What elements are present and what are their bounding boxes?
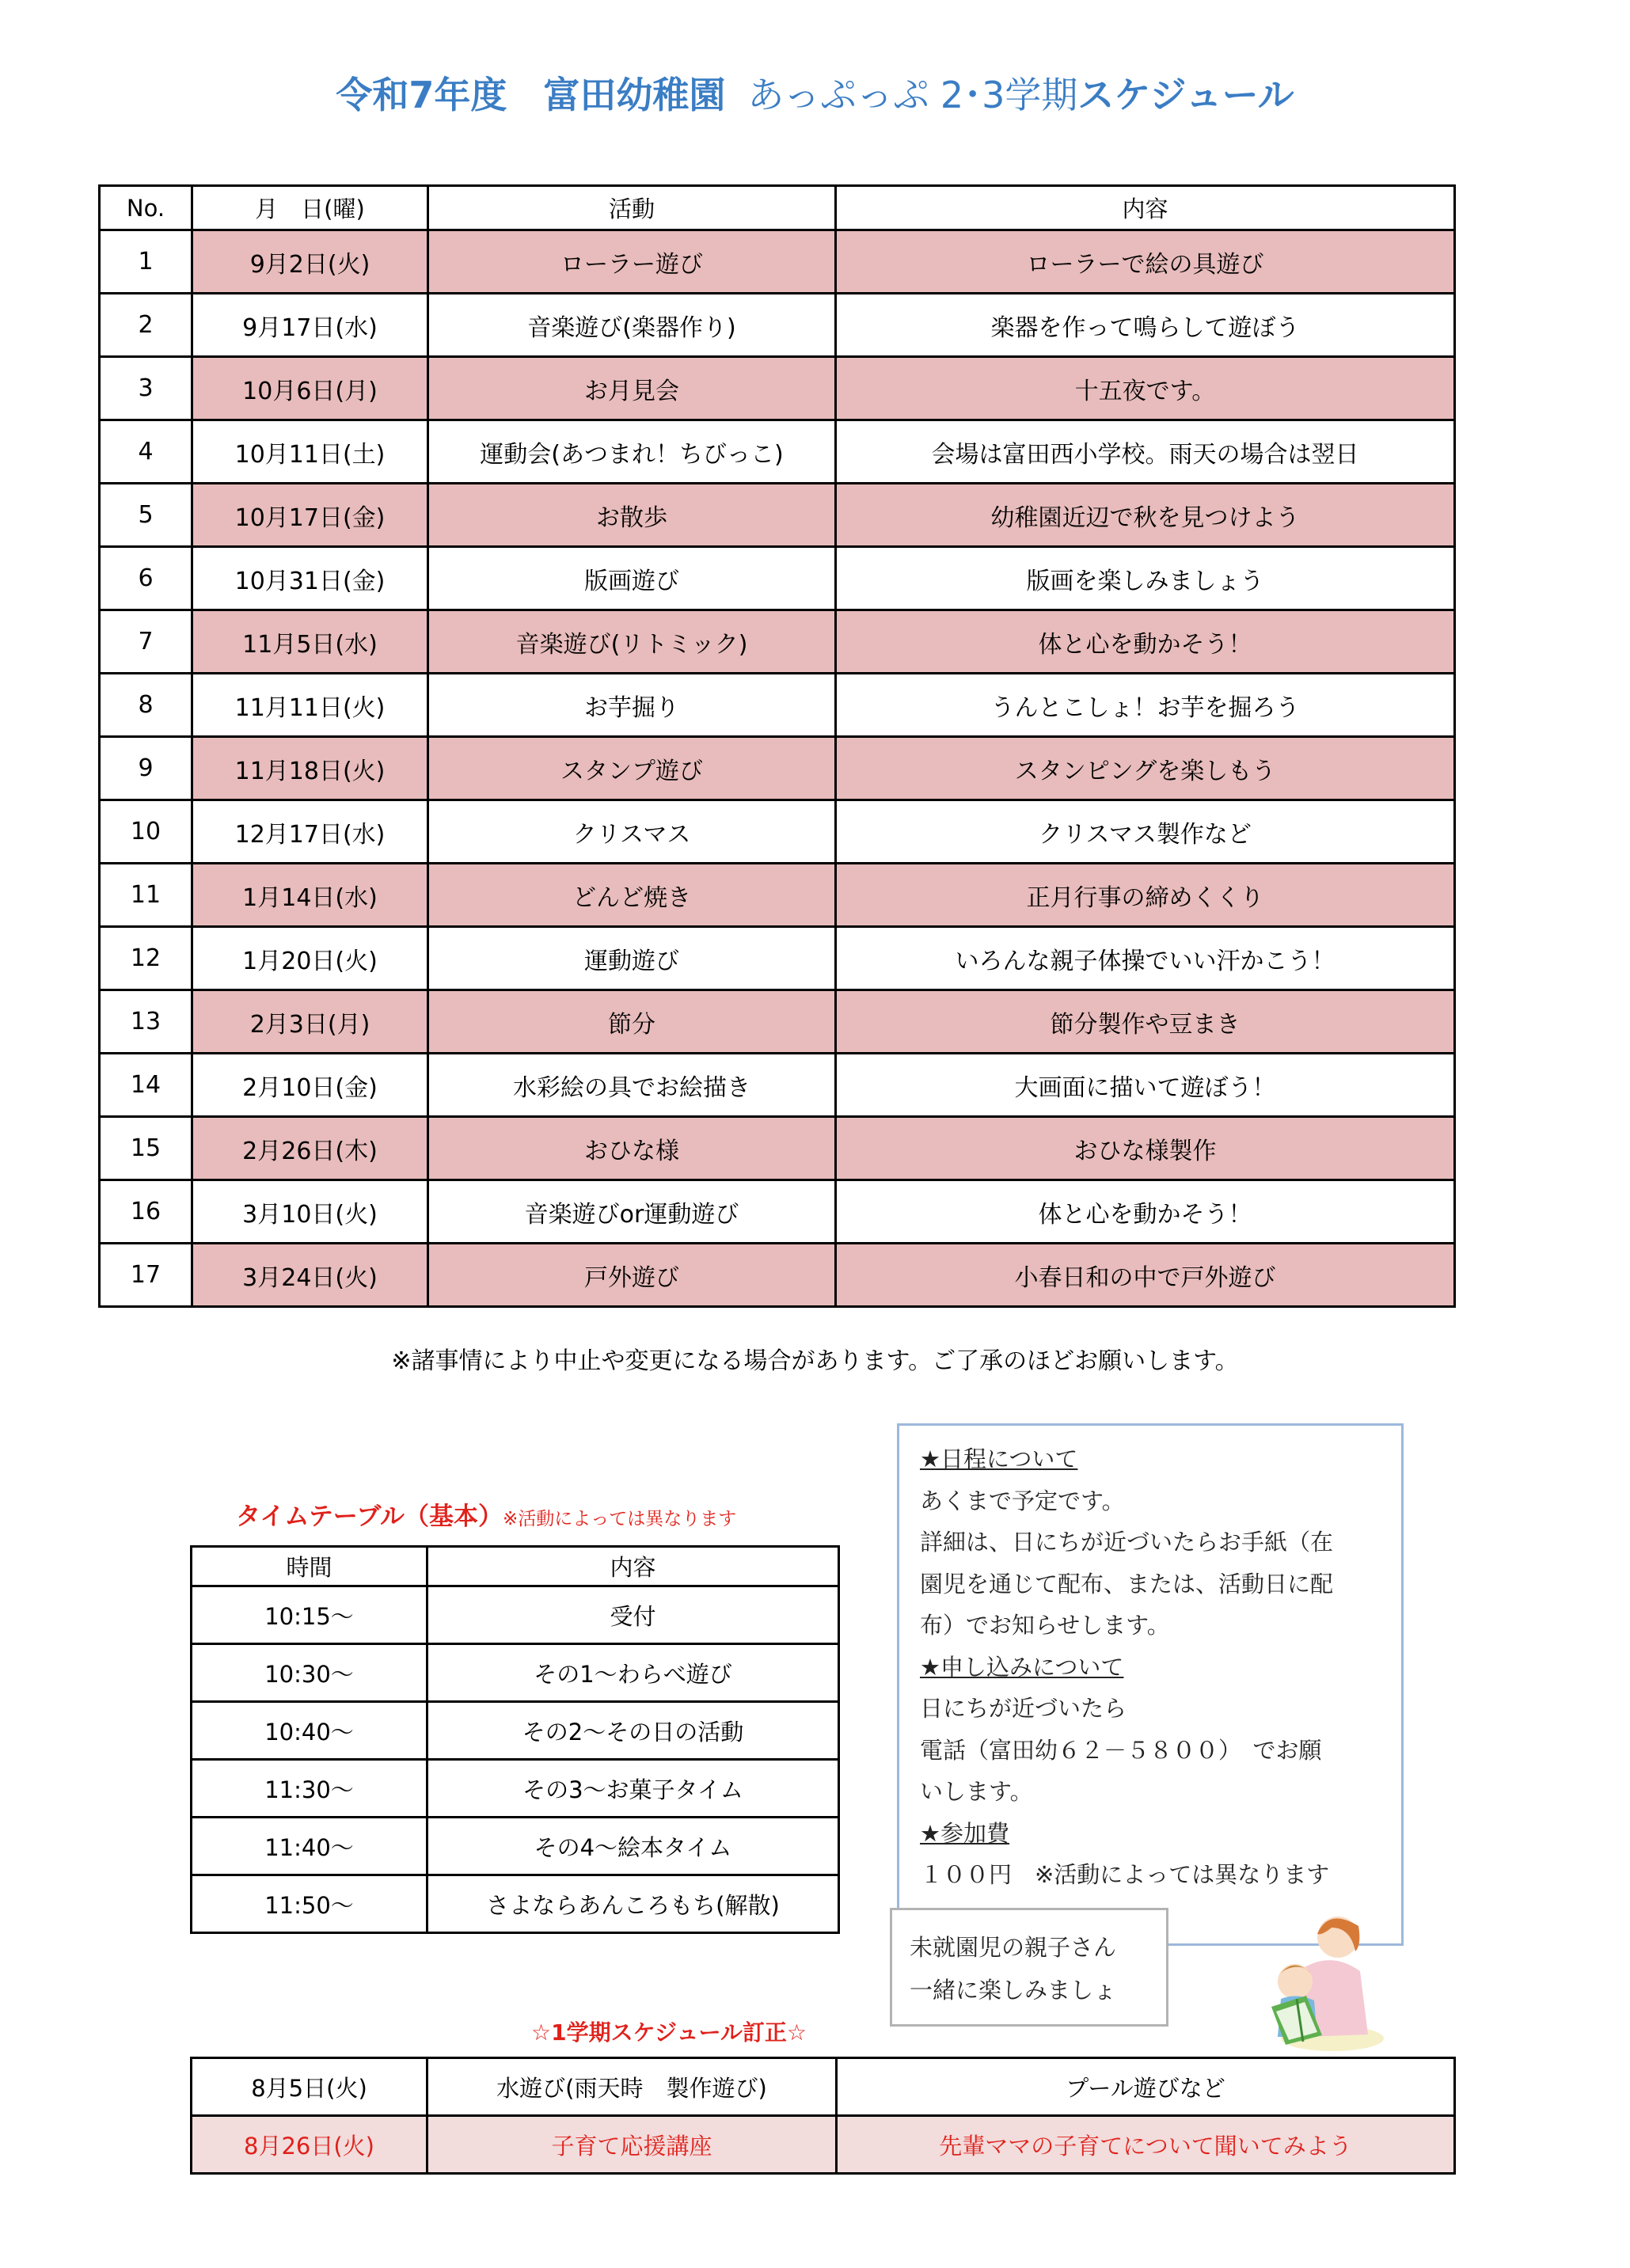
- row-number: 7: [100, 610, 192, 674]
- correction-row: [192, 2116, 1455, 2174]
- header-content: 内容: [836, 186, 1455, 230]
- table-row: [100, 420, 1455, 484]
- table-row: [100, 357, 1455, 420]
- row-number: 16: [100, 1180, 192, 1244]
- row-date: 2月3日(月): [192, 990, 428, 1054]
- apply-heading: ★申し込みについて: [920, 1653, 1124, 1681]
- row-activity: おひな様: [428, 1117, 836, 1180]
- table-row: [100, 864, 1455, 927]
- row-content: いろんな親子体操でいい汗かこう！: [836, 927, 1455, 990]
- row-number: 10: [100, 800, 192, 864]
- table-row: [100, 1054, 1455, 1117]
- row-number: 11: [100, 864, 192, 927]
- timetable-heading: [236, 1499, 736, 1535]
- row-activity: 運動会(あつまれ！ちびっこ): [428, 420, 836, 484]
- title-program: あっぷっぷ: [747, 74, 929, 116]
- row-number: 8: [100, 674, 192, 737]
- row-number: 9: [100, 737, 192, 800]
- table-row: [100, 1180, 1455, 1244]
- speech-bubble: [890, 1908, 1168, 2027]
- row-number: 6: [100, 547, 192, 610]
- fee-line: １００円 ※活動によっては異なります: [920, 1861, 1330, 1888]
- timetable-content: その3～お菓子タイム: [427, 1760, 839, 1818]
- row-date: 3月24日(火): [192, 1244, 428, 1307]
- bubble-line: 未就園児の親子さん: [910, 1934, 1117, 1961]
- row-date: 2月10日(金): [192, 1054, 428, 1117]
- correction-content: プール遊びなど: [837, 2058, 1455, 2116]
- row-content: 会場は富田西小学校。雨天の場合は翌日: [836, 420, 1455, 484]
- row-content: 体と心を動かそう！: [836, 1180, 1455, 1244]
- row-activity: お月見会: [428, 357, 836, 420]
- row-content: 十五夜です。: [836, 357, 1455, 420]
- table-row: [100, 547, 1455, 610]
- apply-line: いします。: [920, 1778, 1033, 1805]
- row-activity: 音楽遊び(楽器作り): [428, 294, 836, 357]
- row-date: 9月17日(水): [192, 294, 428, 357]
- timetable-time: 10:40～: [192, 1702, 427, 1760]
- row-activity: 節分: [428, 990, 836, 1054]
- row-activity: お芋掘り: [428, 674, 836, 737]
- row-date: 9月2日(火): [192, 230, 428, 294]
- table-row: [100, 294, 1455, 357]
- row-date: 11月18日(火): [192, 737, 428, 800]
- row-content: 大画面に描いて遊ぼう！: [836, 1054, 1455, 1117]
- correction-content: 先輩ママの子育てについて聞いてみよう: [837, 2116, 1455, 2174]
- header-date: 月 日(曜): [192, 186, 428, 230]
- table-row: [100, 927, 1455, 990]
- row-number: 4: [100, 420, 192, 484]
- timetable-table: [190, 1545, 840, 1934]
- row-content: ローラーで絵の具遊び: [836, 230, 1455, 294]
- title-school: 令和7年度 富田幼稚園: [336, 74, 726, 116]
- schedule-line: 園児を通じて配布、または、活動日に配: [920, 1570, 1334, 1597]
- timetable-row: [192, 1586, 839, 1644]
- row-activity: 戸外遊び: [428, 1244, 836, 1307]
- row-number: 12: [100, 927, 192, 990]
- row-number: 15: [100, 1117, 192, 1180]
- row-content: 体と心を動かそう！: [836, 610, 1455, 674]
- table-row: [100, 990, 1455, 1054]
- timetable-header-row: [192, 1547, 839, 1586]
- correction-table: [190, 2057, 1456, 2175]
- row-content: うんとこしょ！お芋を掘ろう: [836, 674, 1455, 737]
- title-term: 2･3学期: [940, 74, 1078, 116]
- fee-heading: ★参加費: [920, 1819, 1009, 1847]
- timetable-header-time: 時間: [192, 1547, 427, 1586]
- correction-date: 8月5日(火): [192, 2058, 427, 2116]
- table-row: [100, 1244, 1455, 1307]
- row-date: 10月31日(金): [192, 547, 428, 610]
- timetable-row: [192, 1702, 839, 1760]
- row-number: 17: [100, 1244, 192, 1307]
- row-activity: スタンプ遊び: [428, 737, 836, 800]
- row-date: 10月11日(土): [192, 420, 428, 484]
- row-activity: クリスマス: [428, 800, 836, 864]
- timetable-time: 11:40～: [192, 1818, 427, 1875]
- timetable-row: [192, 1644, 839, 1702]
- row-content: おひな様製作: [836, 1117, 1455, 1180]
- row-content: 小春日和の中で戸外遊び: [836, 1244, 1455, 1307]
- row-content: 正月行事の締めくくり: [836, 864, 1455, 927]
- timetable-title: タイムテーブル（基本）: [236, 1503, 503, 1531]
- table-header-row: [100, 186, 1455, 230]
- row-activity: 版画遊び: [428, 547, 836, 610]
- page-title: [0, 67, 1630, 123]
- timetable-content: その2～その日の活動: [427, 1702, 839, 1760]
- timetable-row: [192, 1818, 839, 1875]
- timetable-row: [192, 1760, 839, 1818]
- timetable-note: ※活動によっては異なります: [502, 1509, 737, 1529]
- row-date: 12月17日(水): [192, 800, 428, 864]
- timetable-time: 10:15～: [192, 1586, 427, 1644]
- table-row: [100, 1117, 1455, 1180]
- row-number: 5: [100, 484, 192, 547]
- apply-line: 電話（富田幼６２－５８００） でお願: [920, 1736, 1322, 1764]
- row-activity: 音楽遊びor運動遊び: [428, 1180, 836, 1244]
- bubble-line: 一緒に楽しみましょ: [910, 1977, 1117, 2004]
- correction-activity: 子育て応援講座: [427, 2116, 837, 2174]
- header-no: No.: [100, 186, 192, 230]
- row-date: 2月26日(木): [192, 1117, 428, 1180]
- timetable-row: [192, 1875, 839, 1933]
- row-content: 版画を楽しみましょう: [836, 547, 1455, 610]
- schedule-table: [98, 184, 1456, 1308]
- row-content: 楽器を作って鳴らして遊ぼう: [836, 294, 1455, 357]
- row-date: 10月6日(月): [192, 357, 428, 420]
- correction-activity: 水遊び(雨天時 製作遊び): [427, 2058, 837, 2116]
- title-schedule: スケジュール: [1077, 74, 1294, 116]
- row-date: 3月10日(火): [192, 1180, 428, 1244]
- timetable-content: その4～絵本タイム: [427, 1818, 839, 1875]
- row-content: 節分製作や豆まき: [836, 990, 1455, 1054]
- notice: ※諸事情により中止や変更になる場合があります。ご了承のほどお願いします。: [391, 1347, 1239, 1375]
- row-content: クリスマス製作など: [836, 800, 1455, 864]
- row-number: 14: [100, 1054, 192, 1117]
- correction-date: 8月26日(火): [192, 2116, 427, 2174]
- timetable-content: その1～わらべ遊び: [427, 1644, 839, 1702]
- schedule-line: あくまで予定です。: [920, 1487, 1125, 1514]
- timetable-content: さよならあんころもち(解散): [427, 1875, 839, 1933]
- row-activity: どんど焼き: [428, 864, 836, 927]
- header-activity: 活動: [428, 186, 836, 230]
- row-activity: お散歩: [428, 484, 836, 547]
- row-date: 11月5日(水): [192, 610, 428, 674]
- row-date: 1月20日(火): [192, 927, 428, 990]
- row-number: 1: [100, 230, 192, 294]
- timetable-time: 10:30～: [192, 1644, 427, 1702]
- row-activity: 音楽遊び(リトミック): [428, 610, 836, 674]
- row-activity: 水彩絵の具でお絵描き: [428, 1054, 836, 1117]
- table-row: [100, 674, 1455, 737]
- row-content: スタンピングを楽しもう: [836, 737, 1455, 800]
- apply-line: 日にちが近づいたら: [920, 1695, 1127, 1722]
- row-content: 幼稚園近辺で秋を見つけよう: [836, 484, 1455, 547]
- row-number: 3: [100, 357, 192, 420]
- timetable-content: 受付: [427, 1586, 839, 1644]
- correction-row: [192, 2058, 1455, 2116]
- schedule-line: 詳細は、日にちが近づいたらお手紙（在: [920, 1529, 1334, 1556]
- correction-heading: ☆1学期スケジュール訂正☆: [530, 2019, 807, 2046]
- schedule-heading: ★日程について: [920, 1446, 1078, 1472]
- info-box: [897, 1423, 1404, 1946]
- row-date: 11月11日(火): [192, 674, 428, 737]
- row-date: 10月17日(金): [192, 484, 428, 547]
- table-row: [100, 230, 1455, 294]
- timetable-time: 11:50～: [192, 1875, 427, 1933]
- row-date: 1月14日(水): [192, 864, 428, 927]
- table-row: [100, 800, 1455, 864]
- timetable-header-content: 内容: [427, 1547, 839, 1586]
- row-activity: ローラー遊び: [428, 230, 836, 294]
- row-number: 13: [100, 990, 192, 1054]
- timetable-time: 11:30～: [192, 1760, 427, 1818]
- table-row: [100, 484, 1455, 547]
- schedule-line: 布）でお知らせします。: [920, 1612, 1170, 1639]
- row-number: 2: [100, 294, 192, 357]
- row-activity: 運動遊び: [428, 927, 836, 990]
- table-row: [100, 737, 1455, 800]
- table-row: [100, 610, 1455, 674]
